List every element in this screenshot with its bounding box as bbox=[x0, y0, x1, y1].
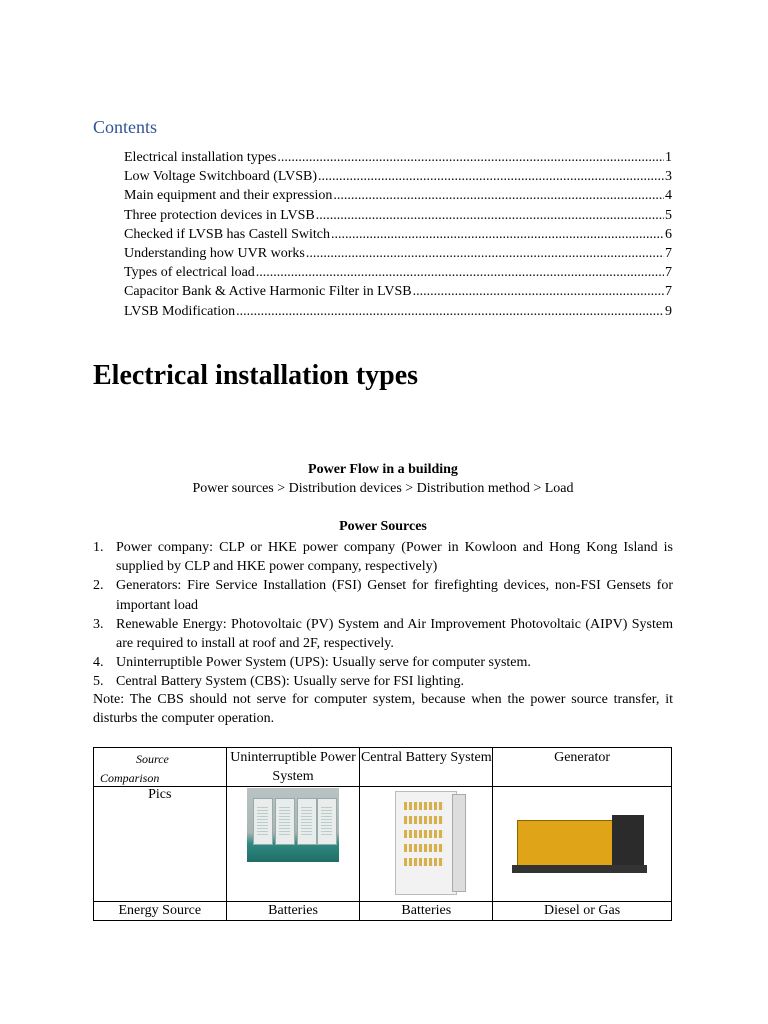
toc-entry-page: 3 bbox=[665, 169, 672, 185]
corner-label-source: Source bbox=[136, 752, 169, 766]
ups-cabinet-shape bbox=[275, 798, 295, 845]
toc-leader-dots bbox=[277, 148, 664, 167]
toc-entry-title: Understanding how UVR works bbox=[124, 245, 305, 261]
energy-source-cbs: Batteries bbox=[360, 902, 493, 921]
toc-leader-dots bbox=[306, 244, 664, 263]
list-item-number: 1. bbox=[93, 540, 104, 555]
comparison-table bbox=[93, 747, 672, 921]
ups-image bbox=[247, 788, 339, 862]
column-header-ups: Uninterruptible Power System bbox=[226, 748, 360, 787]
power-sources-title: Power Sources bbox=[339, 519, 427, 534]
toc-entry[interactable] bbox=[124, 302, 672, 321]
toc-leader-dots bbox=[331, 225, 664, 244]
toc-entry-page: 7 bbox=[665, 265, 672, 281]
cbs-door-shape bbox=[452, 794, 466, 892]
list-item-text: Generators: Fire Service Installation (FSI) Genset for firefighting devices, non-FSI Gensets for important load bbox=[116, 578, 673, 613]
ups-picture-cell bbox=[226, 787, 360, 902]
section-heading: Electrical installation types bbox=[93, 360, 419, 391]
list-item-text: Uninterruptible Power System (UPS): Usually serve for computer system. bbox=[116, 655, 531, 671]
cbs-rack-shape bbox=[404, 858, 444, 866]
cbs-image bbox=[395, 791, 457, 895]
toc-entry-page: 7 bbox=[665, 245, 672, 261]
toc-entry-page: 5 bbox=[665, 207, 672, 223]
column-header-generator: Generator bbox=[493, 748, 672, 787]
list-item bbox=[93, 672, 673, 691]
list-item bbox=[93, 538, 673, 576]
energy-source-generator: Diesel or Gas bbox=[493, 902, 672, 921]
contents-heading: Contents bbox=[93, 117, 158, 137]
generator-base-shape bbox=[512, 865, 647, 873]
list-item-number: 5. bbox=[93, 674, 104, 690]
table-corner-cell bbox=[94, 748, 227, 787]
toc-entry-page: 1 bbox=[665, 150, 672, 165]
cbs-picture-cell bbox=[360, 787, 493, 902]
list-item-number: 3. bbox=[93, 616, 104, 632]
row-label-energy-source: Energy Source bbox=[94, 902, 227, 921]
table-row bbox=[94, 902, 672, 921]
list-item bbox=[93, 653, 673, 672]
generator-engine-shape bbox=[517, 820, 619, 867]
toc-entry-title: Electrical installation types bbox=[124, 150, 277, 165]
column-header-cbs: Central Battery System bbox=[360, 748, 493, 787]
power-sources-list bbox=[93, 538, 673, 692]
toc-entry[interactable] bbox=[124, 263, 672, 282]
table-row bbox=[94, 787, 672, 902]
toc-entry-title: Capacitor Bank & Active Harmonic Filter in LVSB bbox=[124, 284, 412, 300]
toc-leader-dots bbox=[318, 167, 664, 186]
cbs-rack-shape bbox=[404, 844, 444, 852]
toc-entry-title: Checked if LVSB has Castell Switch bbox=[124, 226, 330, 242]
toc-entry-page: 4 bbox=[665, 188, 672, 204]
generator-image bbox=[512, 795, 652, 885]
list-item bbox=[93, 576, 673, 614]
corner-label-comparison: Comparison bbox=[100, 771, 160, 785]
toc-entry-page: 7 bbox=[665, 284, 672, 300]
ups-cabinet-shape bbox=[297, 798, 317, 845]
toc-entry-page: 9 bbox=[665, 303, 672, 319]
list-item-text: Central Battery System (CBS): Usually serve for FSI lighting. bbox=[116, 674, 465, 690]
toc-entry-title: Three protection devices in LVSB bbox=[124, 207, 315, 223]
ups-cabinet-shape bbox=[253, 798, 273, 845]
cbs-note: Note: The CBS should not serve for computer system, because when the power source transfer, it disturbs the computer operation. bbox=[93, 692, 673, 727]
generator-radiator-shape bbox=[612, 815, 644, 870]
ups-cabinet-shape bbox=[317, 798, 337, 845]
toc-entry[interactable] bbox=[124, 167, 672, 186]
toc-entry[interactable] bbox=[124, 282, 672, 301]
cbs-rack-shape bbox=[404, 802, 444, 810]
toc-entry[interactable] bbox=[124, 186, 672, 205]
list-item-number: 2. bbox=[93, 578, 104, 594]
toc-entry[interactable] bbox=[124, 244, 672, 263]
table-row bbox=[94, 748, 672, 787]
toc-entry-page: 6 bbox=[665, 226, 672, 242]
table-of-contents bbox=[124, 148, 672, 321]
list-item bbox=[93, 615, 673, 653]
toc-entry-title: LVSB Modification bbox=[124, 303, 236, 319]
toc-entry[interactable] bbox=[124, 148, 672, 167]
toc-leader-dots bbox=[256, 263, 664, 282]
list-item-text: Power company: CLP or HKE power company (Power in Kowloon and Hong Kong Island is supplied by CLP and HKE power company, respectively) bbox=[116, 540, 673, 575]
toc-entry-title: Main equipment and their expression bbox=[124, 188, 333, 204]
toc-leader-dots bbox=[316, 206, 664, 225]
list-item-text: Renewable Energy: Photovoltaic (PV) System and Air Improvement Photovoltaic (AIPV) System are required to install at roof and 2F, respectively. bbox=[116, 616, 673, 652]
cbs-rack-shape bbox=[404, 816, 444, 824]
generator-picture-cell bbox=[493, 787, 672, 902]
energy-source-ups: Batteries bbox=[226, 902, 360, 921]
toc-entry-title: Low Voltage Switchboard (LVSB) bbox=[124, 169, 318, 185]
toc-leader-dots bbox=[413, 282, 664, 301]
toc-leader-dots bbox=[236, 302, 664, 321]
toc-entry[interactable] bbox=[124, 206, 672, 225]
cbs-rack-shape bbox=[404, 830, 444, 838]
toc-entry[interactable] bbox=[124, 225, 672, 244]
toc-entry-title: Types of electrical load bbox=[124, 265, 255, 281]
list-item-number: 4. bbox=[93, 655, 104, 671]
row-label-pics: Pics bbox=[94, 787, 227, 902]
power-flow-text: Power sources > Distribution devices > Distribution method > Load bbox=[192, 481, 574, 496]
toc-leader-dots bbox=[333, 186, 664, 205]
power-flow-title: Power Flow in a building bbox=[308, 462, 458, 477]
